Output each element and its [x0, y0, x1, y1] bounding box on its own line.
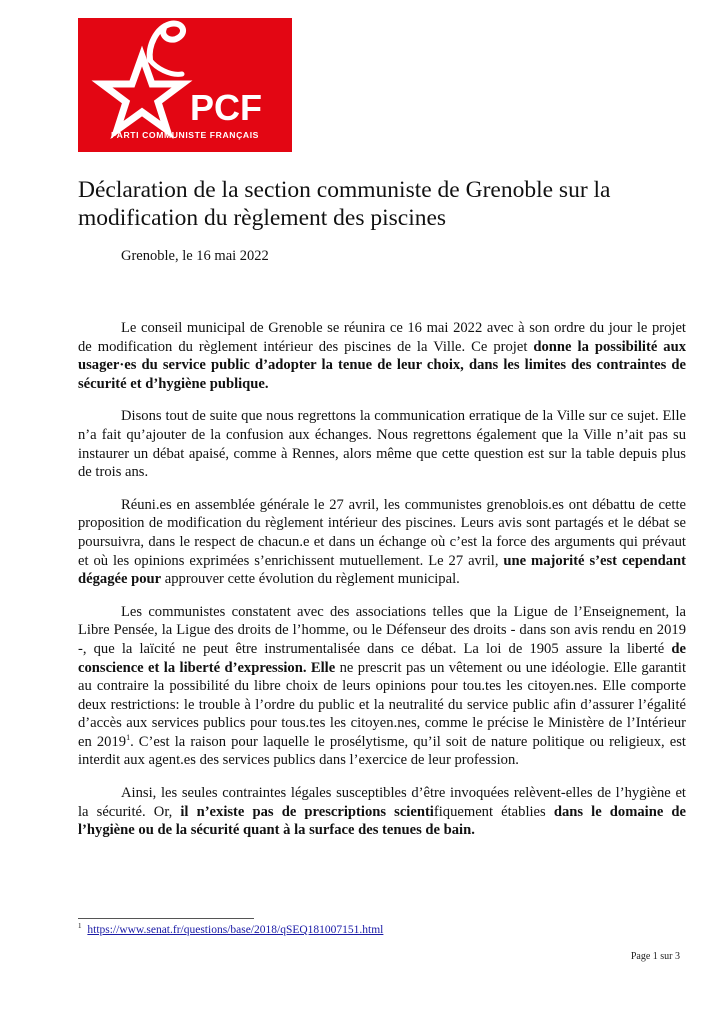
bold-text: dans le domaine de l’hygiène ou de la sécurité quant à la surface des tenues de bain.	[78, 803, 687, 839]
footnote	[78, 924, 383, 936]
text: ne prescrit pas un vêtement ou une idéologie. Elle garantit au contraire la possibilité du libre choix de leurs opinions pour tou.tes les citoyen.nes. Elle comporte deux restrictions: le trouble à l’ordre du public et la neutralité du service public afin d’assurer l’égalité d’accès aux services publics pour tous.tes les citoyen.nes, comme le précise le Ministère de l’Intérieur en 2019	[78, 659, 686, 750]
document-title: Déclaration de la section communiste de Grenoble sur la modification du règlement des piscines	[78, 177, 611, 231]
text: . C’est la raison pour laquelle le prosélytisme, qu’il soit de nature politique ou religieux, est interdit aux agent.es des services publics dans l’exercice de leur profession.	[78, 733, 686, 769]
text: Réuni.es en assemblée générale le 27 avril, les communistes grenoblois.es ont débattu de cette proposition de modification du règlement intérieur des piscines. Leurs avis sont partagés et le débat se poursuivra, dans le respect de chacun.e et dans un échange où c’est la force des arguments qui prévaut et où les opinions exprimées s’enrichissent mutuellement. Le 27 avril,	[78, 496, 686, 569]
footnote-separator	[78, 918, 254, 919]
text: fiquement établies	[433, 803, 554, 820]
paragraph	[78, 603, 686, 770]
text: Disons tout de suite que nous regrettons la communication erratique de la Ville sur ce sujet. Elle n’a fait qu’ajouter de la confusion aux échanges. Nous regrettons également que la Ville n’ait pas su instaurer un débat apaisé, comme à Rennes, alors même que cette question est sur la table depuis plus de trois ans.	[78, 408, 686, 481]
pcf-logo	[78, 18, 292, 152]
text: Ainsi, les seules contraintes légales susceptibles d’être invoquées relèvent-elles de l’hygiène et la sécurité. Or,	[78, 785, 686, 820]
page-number: Page 1 sur 3	[630, 951, 680, 962]
document-date: Grenoble, le 16 mai 2022	[121, 248, 269, 264]
paragraph	[78, 407, 686, 481]
bold-text: donne la possibilité aux usager·es du service public d’adopter la tenue de leur choix, dans les limites des contraintes de sécurité et d’hygiène publique.	[78, 338, 687, 392]
document-body	[78, 319, 686, 854]
bold-text: de conscience et la liberté d’expression. Elle	[78, 640, 686, 676]
text: Le conseil municipal de Grenoble se réunira ce 16 mai 2022 avec à son ordre du jour le projet de modification du règlement intérieur des piscines de la Ville. Ce projet	[78, 320, 686, 355]
text: approuver cette évolution du règlement municipal.	[161, 571, 460, 588]
bold-text: il n’existe pas de prescriptions scienti	[180, 803, 434, 820]
footnote-link[interactable]: https://www.senat.fr/questions/base/2018/qSEQ181007151.html	[87, 924, 384, 936]
footnote-reference: 1	[126, 733, 131, 743]
bold-text: une majorité s’est cependant dégagée pour	[78, 552, 686, 588]
logo-wordmark: PCF	[190, 87, 262, 128]
paragraph	[78, 496, 686, 589]
text: Les communistes constatent avec des associations telles que la Ligue de l’Enseignement, la Libre Pensée, la Ligue des droits de l’homme, ou le Défenseur des droits - dans son avis rendu en 2019 -, que la laïcité ne peut être instrumentalisée dans ce débat. La loi de 1905 assure la liberté	[78, 603, 686, 657]
logo-tagline: PARTI COMMUNISTE FRANÇAIS	[110, 130, 260, 140]
paragraph	[78, 319, 686, 393]
paragraph	[78, 784, 686, 840]
footnote-number: 1	[78, 922, 82, 931]
